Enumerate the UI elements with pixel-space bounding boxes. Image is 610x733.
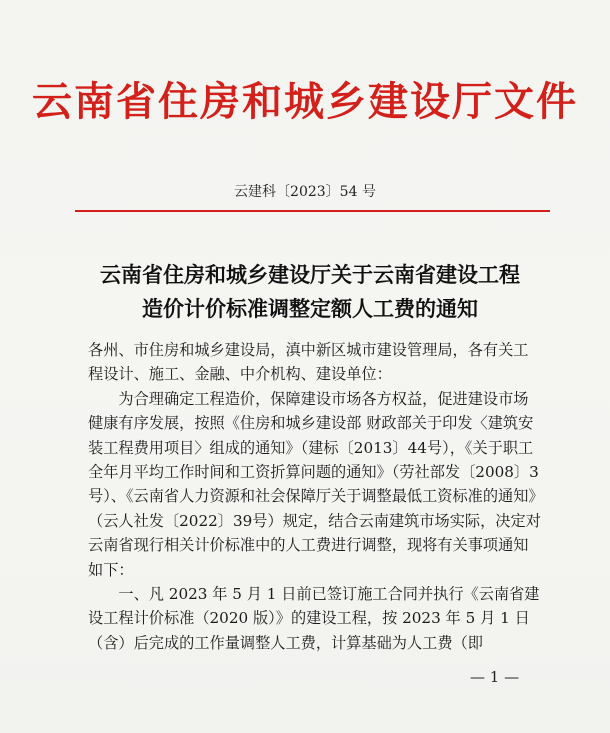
red-divider-line <box>75 210 550 212</box>
title-line-1: 云南省住房和城乡建设厅关于云南省建设工程 <box>100 263 520 287</box>
notice-body <box>88 338 543 655</box>
recipients-line: 各州、市住房和城乡建设局，滇中新区城市建设管理局，各有关工程设计、施工、金融、中介机构、建设单位： <box>88 341 529 384</box>
issuer-masthead: 云南省住房和城乡建设厅文件 <box>32 79 578 125</box>
notice-title <box>60 258 560 326</box>
title-line-2: 造价计价标准调整定额人工费的通知 <box>142 297 478 321</box>
body-paragraph-1: 为合理确定工程造价，保障建设市场各方权益，促进建设市场健康有序发展，按照《住房和城乡建设部 财政部关于印发〈建筑安装工程费用项目〉组成的通知》（建标〔2013〕44号），《关于职工全年月平均工作时间和工资折算问题的通知》（劳社部发〔2008〕3号）、《云南省人力资源和社会保障厅关于调整最低工资标准的通知》（云人社发〔2022〕39号）规定，结合云南建筑市场实际，决定对云南省现行相关计价标准中的人工费进行调整，现将有关事项通知如下： <box>88 389 541 579</box>
document-number: 云建科〔2023〕54 号 <box>234 184 376 200</box>
body-paragraph-2: 一、凡 2023 年 5 月 1 日前已签订施工合同并执行《云南省建设工程计价标准（2020 版）》的建设工程，按 2023 年 5 月 1 日（含）后完成的工作量调整人工费，计算基础为人工费（即 <box>88 585 540 652</box>
page-number: — 1 — <box>470 668 520 686</box>
